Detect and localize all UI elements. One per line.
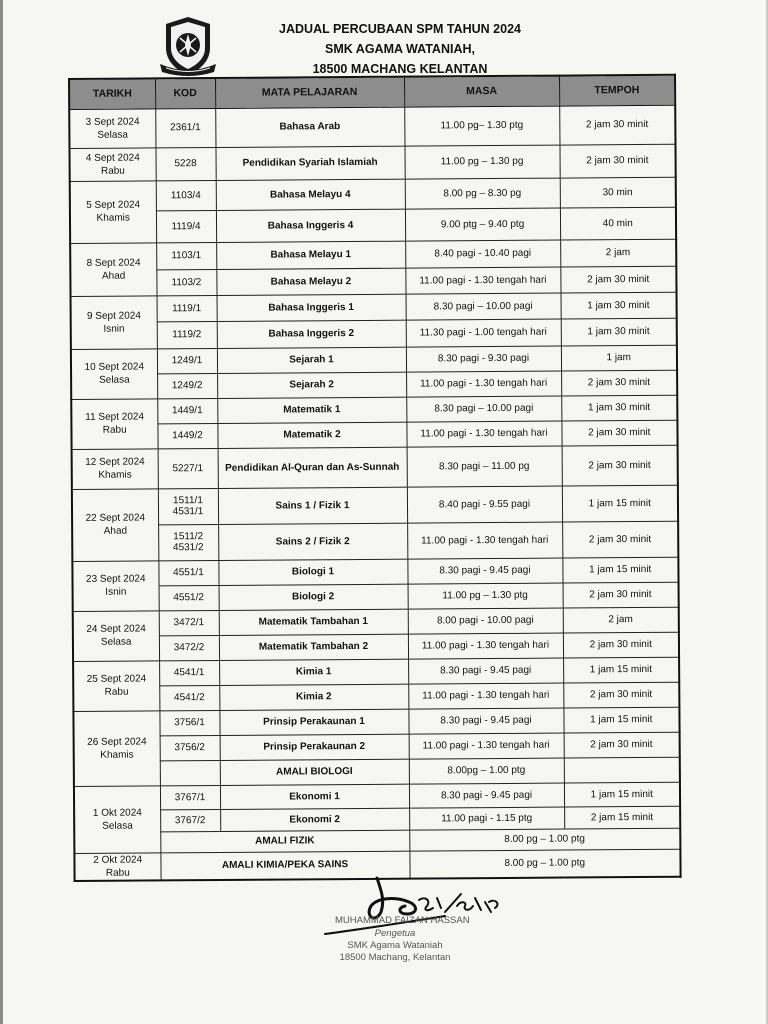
col-header-mata-pelajaran: MATA PELAJARAN [215,77,404,108]
subject-cell: Ekonomi 1 [220,784,409,809]
date-label: 24 Sept 2024 [86,623,146,635]
masa-cell: 8.30 pagi - 9.45 pagi [409,783,564,808]
masa-cell: 8.40 pagi - 9.55 pagi [407,486,562,523]
kod-cell: 1449/2 [157,423,217,448]
table-row [70,177,676,211]
signatory-title: Pengetua [374,928,416,939]
subject-cell: Matematik Tambahan 2 [219,634,408,660]
tempoh-cell: 2 jam 30 minit [562,445,678,486]
tempoh-cell: 2 jam 30 minit [560,266,676,293]
tempoh-cell: 1 jam 30 minit [561,292,677,319]
subject-cell: Pendidikan Syariah Islamiah [215,146,404,180]
kod-cell: 1103/4 [156,180,216,210]
tempoh-cell: 1 jam [561,345,677,371]
tempoh-cell: 2 jam 30 minit [563,682,679,708]
day-label: Rabu [102,424,127,436]
kod-cell: 3756/1 [159,710,219,735]
tempoh-cell: 40 min [560,207,676,240]
signatory-school: SMK Agama Wataniah [347,940,443,951]
date-label: 23 Sept 2024 [85,573,146,585]
masa-cell: 8.30 pagi – 10.00 pagi [406,293,561,320]
tempoh-cell: 2 jam 30 minit [562,521,678,558]
tempoh-cell: 1 jam 15 minit [563,657,679,683]
subject-cell: Kimia 2 [219,684,408,710]
masa-cell: 8.40 pagi - 10.40 pagi [405,240,560,268]
subject-cell: Kimia 1 [219,659,408,685]
masa-cell: 11.00 pagi - 1.30 tengah hari [409,733,564,759]
kod-cell: 4541/1 [159,660,219,685]
date-label: 5 Sept 2024 [86,199,141,211]
day-label: Rabu [105,867,130,879]
tempoh-cell: 2 jam 30 minit [561,420,677,446]
table-row [70,207,676,243]
subject-cell: AMALI BIOLOGI [220,759,409,785]
date-label: 8 Sept 2024 [86,256,141,269]
day-label: Isnin [105,586,127,598]
day-label: Rabu [104,686,129,698]
subject-cell: Prinsip Perakaunan 1 [219,709,408,735]
kod-cell: 5228 [155,147,215,180]
date-label: 26 Sept 2024 [87,735,147,748]
date-cell [72,560,158,611]
date-cell [72,488,159,561]
masa-cell: 8.30 pagi - 9.30 pagi [406,346,561,372]
date-cell [69,147,155,181]
kod-cell: 4541/2 [159,685,219,710]
subject-cell: Bahasa Melayu 1 [216,241,405,269]
signatory-address: 18500 Machang, Kelantan [339,952,451,963]
kod-cell: 1119/4 [156,210,216,242]
date-cell [73,610,159,661]
kod-cell: 4551/1 [158,560,218,585]
day-label: Ahad [101,270,126,282]
masa-cell: 8.30 pagi - 9.45 pagi [407,558,562,584]
signatory-name: MUHAMMAD FAIZAN HASSAN [335,915,470,926]
masa-cell: 11.00 pg – 1.30 pg [404,145,559,179]
table-row [72,485,678,525]
col-header-kod: KOD [155,78,215,108]
day-label: Selasa [100,636,132,648]
kod-cell: 5227/1 [158,448,218,488]
tempoh-cell: 1 jam 30 minit [561,395,677,421]
tempoh-cell: 2 jam 30 minit [563,632,679,658]
date-cell [70,242,156,296]
kod-cell: 4551/2 [159,585,219,610]
date-label: 3 Sept 2024 [85,116,140,128]
tempoh-cell: 2 jam 30 minit [563,582,679,608]
date-label: 2 Okt 2024 [93,854,143,866]
subject-cell: Biologi 2 [219,584,408,610]
date-cell [71,398,157,449]
subject-cell: Bahasa Inggeris 1 [217,294,406,321]
tempoh-cell: 2 jam 30 minit [559,144,675,178]
masa-cell: 8.30 pagi – 10.00 pagi [406,396,561,422]
masa-cell: 8.30 pagi - 9.45 pagi [408,708,563,734]
masa-cell: 11.00 pagi - 1.15 ptg [409,807,564,830]
school-address: 18500 MACHANG KELANTAN [312,62,488,76]
tempoh-cell: 30 min [560,177,676,208]
date-label: 12 Sept 2024 [85,456,145,468]
page-edge [0,0,3,1024]
date-cell [70,180,156,243]
date-cell [73,710,160,786]
subject-cell: Sejarah 1 [217,347,406,373]
date-cell [71,348,157,399]
tempoh-cell: 1 jam 30 minit [561,318,677,346]
col-header-tempoh: TEMPOH [559,75,675,106]
day-label: Selasa [99,374,130,386]
day-label: Selasa [102,820,133,832]
subject-cell: Biologi 1 [218,559,407,585]
date-cell [71,295,157,349]
table-row [72,445,678,489]
kod-cell: 3756/2 [160,735,220,760]
masa-cell: 8.00 pg – 1.00 ptg [409,849,680,879]
subject-cell: Bahasa Melayu 4 [216,179,405,210]
school-name: SMK AGAMA WATANIAH, [325,42,475,56]
masa-cell: 8.00pg – 1.00 ptg [409,758,564,784]
tempoh-cell: 2 jam 30 minit [561,370,677,396]
masa-cell: 8.00 pagi - 10.00 pagi [408,608,563,634]
kod-cell: 3472/1 [159,610,219,635]
kod-cell: 1119/1 [157,295,217,321]
subject-cell: Prinsip Perakaunan 2 [220,734,409,760]
day-label: Khamis [100,749,134,761]
date-cell [72,448,158,489]
day-label: Khamis [96,212,130,224]
tempoh-cell: 2 jam 15 minit [564,806,680,829]
subject-cell: Matematik 2 [217,422,406,448]
kod-cell: 1119/2 [157,321,217,348]
subject-cell: Sains 1 / Fizik 1 [218,487,407,524]
subject-cell: AMALI FIZIK [160,830,409,853]
tempoh-cell: 1 jam 15 minit [562,485,678,522]
col-header-tarikh: TARIKH [69,78,155,109]
table-row [72,521,678,561]
kod-cell: 1249/1 [157,348,217,373]
school-crest-logo [156,14,220,78]
table-row [69,144,675,181]
date-cell [74,785,160,853]
day-label: Isnin [103,323,125,335]
kod-cell: 3767/1 [160,785,220,809]
table-row [69,105,675,148]
day-label: Selasa [97,129,128,141]
date-label: 25 Sept 2024 [86,673,147,685]
kod-cell [160,760,220,785]
date-label: 22 Sept 2024 [85,512,146,524]
tempoh-cell [564,757,680,783]
date-label: 10 Sept 2024 [84,361,145,373]
tempoh-cell: 2 jam 30 minit [559,105,675,145]
tempoh-cell: 2 jam 30 minit [564,732,680,758]
masa-cell: 11.00 pagi - 1.30 tengah hari [407,522,562,559]
kod-cell: 1511/2 4531/2 [158,524,218,560]
day-label: Rabu [100,165,125,177]
masa-cell: 8.00 pg – 8.30 pg [405,178,560,209]
date-label: 9 Sept 2024 [86,309,141,322]
kod-cell: 1511/1 4531/1 [158,488,218,524]
date-label: 4 Sept 2024 [85,152,140,164]
subject-cell: Bahasa Melayu 2 [216,268,405,295]
kod-cell: 1249/2 [157,373,217,398]
subject-cell: Sains 2 / Fizik 2 [218,523,407,560]
subject-cell: Bahasa Arab [215,107,404,147]
date-cell [69,108,155,148]
doc-title: JADUAL PERCUBAAN SPM TAHUN 2024 [279,22,521,36]
kod-cell: 2361/1 [155,108,215,147]
tempoh-cell: 2 jam [560,239,676,267]
subject-cell: Matematik Tambahan 1 [219,609,408,635]
table-header-row [69,75,675,109]
masa-cell: 8.00 pg – 1.00 ptg [409,828,680,851]
kod-cell: 3767/2 [160,809,220,831]
kod-cell: 3472/2 [159,635,219,660]
date-label: 11 Sept 2024 [85,411,145,423]
masa-cell: 11.00 pagi - 1.30 tengah hari [408,683,563,709]
subject-cell: Ekonomi 2 [220,808,409,831]
subject-cell: Bahasa Inggeris 4 [216,209,405,242]
day-label: Ahad [103,525,128,537]
masa-cell: 8.30 pagi – 11.00 pg [407,446,562,487]
masa-cell: 11.00 pagi - 1.30 tengah hari [408,633,563,659]
subject-cell: Bahasa Inggeris 2 [217,320,406,348]
exam-schedule-table [68,74,682,882]
kod-cell: 1449/1 [157,398,217,423]
masa-cell: 11.00 pagi - 1.30 tengah hari [406,371,561,397]
tempoh-cell: 1 jam 15 minit [564,782,680,807]
masa-cell: 11.30 pagi - 1.00 tengah hari [406,319,561,347]
tempoh-cell: 1 jam 15 minit [562,557,678,583]
subject-cell: Sejarah 2 [217,372,406,398]
subject-cell: Pendidikan Al-Quran dan As-Sunnah [218,447,407,488]
subject-cell: AMALI KIMIA/PEKA SAINS [160,851,409,881]
masa-cell: 11.00 pagi - 1.30 tengah hari [406,421,561,447]
masa-cell: 11.00 pg – 1.30 ptg [408,583,563,609]
table-row [70,239,676,270]
col-header-masa: MASA [404,76,559,107]
day-label: Khamis [98,469,132,481]
kod-cell: 1103/1 [156,242,216,269]
subject-cell: Matematik 1 [217,397,406,423]
masa-cell: 8.30 pagi - 9.45 pagi [408,658,563,684]
tempoh-cell: 1 jam 15 minit [563,707,679,733]
kod-cell: 1103/2 [156,269,216,295]
masa-cell: 9.00 ptg – 9.40 ptg [405,208,560,241]
table-row [71,318,677,349]
masa-cell: 11.00 pg– 1.30 ptg [404,106,559,146]
date-cell [73,660,159,711]
date-cell [74,852,160,881]
date-label: 1 Okt 2024 [92,807,142,819]
tempoh-cell: 2 jam [563,607,679,633]
masa-cell: 11.00 pagi - 1.30 tengah hari [405,267,560,294]
